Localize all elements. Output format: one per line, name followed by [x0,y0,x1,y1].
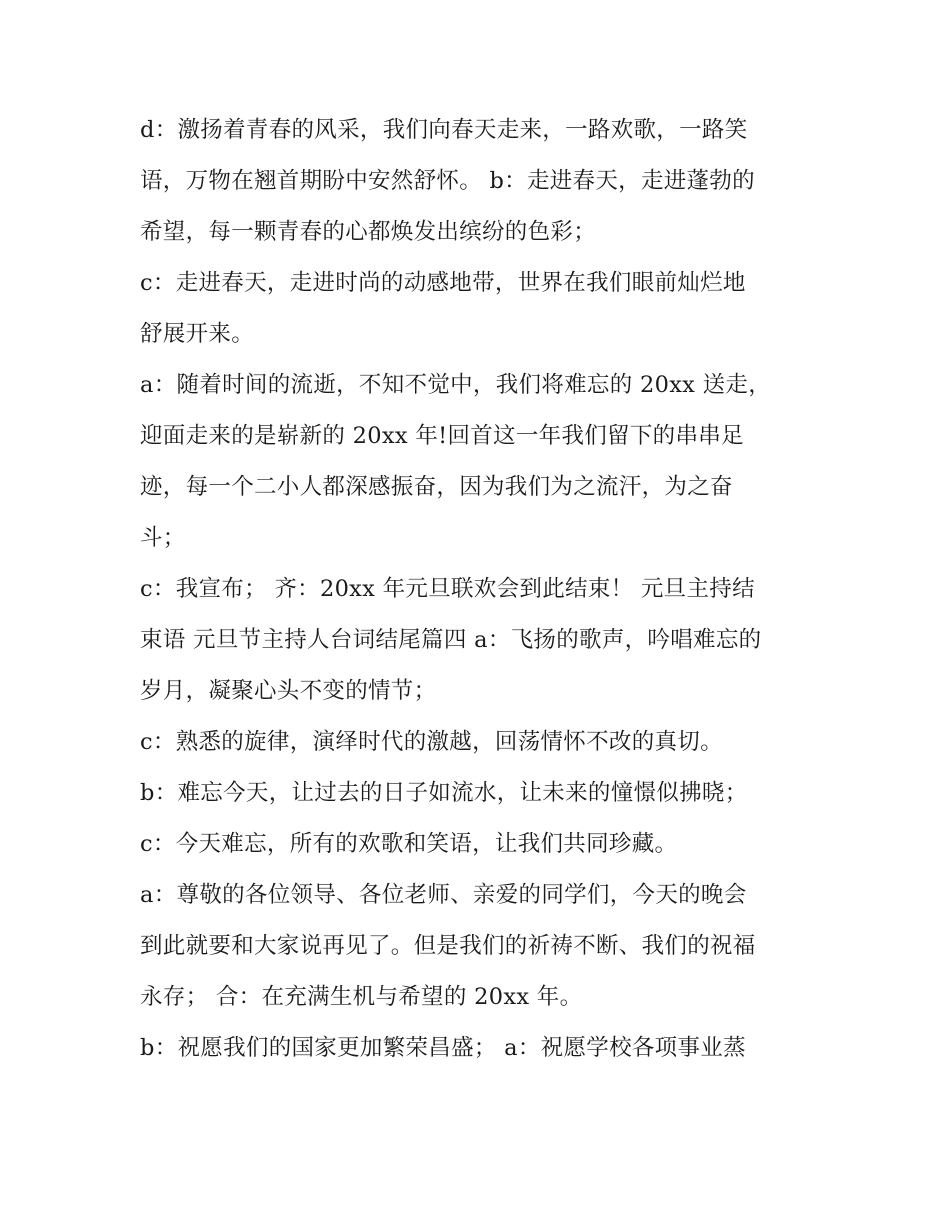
text-line: c：今天难忘，所有的欢歌和笑语，让我们共同珍藏。 [140,831,678,857]
text-line: 语，万物在翘首期盼中安然舒怀。 b：走进春天，走进蓬勃的 [140,168,755,194]
text-line: 斗； [140,525,186,551]
text-line: 迹，每一个二小人都深感振奋，因为我们为之流汗，为之奋 [140,474,733,500]
text-line: d：激扬着青春的风采，我们向春天走来，一路欢歌，一路笑 [140,117,748,143]
text-line: 到此就要和大家说再见了。但是我们的祈祷不断、我们的祝福 [140,933,756,959]
text-line: 迎面走来的是崭新的 20xx 年!回首这一年我们留下的串串足 [140,423,744,449]
text-line: b：难忘今天，让过去的日子如流水，让未来的憧憬似拂晓； [140,780,748,806]
text-line: c：我宣布； 齐：20xx 年元旦联欢会到此结束！ 元旦主持结 [140,576,755,602]
text-line: b：祝愿我们的国家更加繁荣昌盛； a：祝愿学校各项事业蒸 [140,1035,746,1061]
text-line: 岁月，凝聚心头不变的情节； [140,678,437,704]
text-line: 永存； 合：在充满生机与希望的 20xx 年。 [140,984,583,1010]
text-line: a：尊敬的各位领导、各位老师、亲爱的同学们，今天的晚会 [140,882,747,908]
text-line: 束语 元旦节主持人台词结尾篇四 a：飞扬的歌声，吟唱难忘的 [140,627,762,653]
text-line: 舒展开来。 [140,321,255,347]
text-line: a：随着时间的流逝，不知不觉中，我们将难忘的 20xx 送走， [140,372,772,398]
text-line: 希望，每一颗青春的心都焕发出缤纷的色彩； [140,219,597,245]
document-body [140,105,820,1074]
text-line: c：走进春天，走进时尚的动感地带，世界在我们眼前灿烂地 [140,270,746,296]
text-line: c：熟悉的旋律，演绎时代的激越，回荡情怀不改的真切。 [140,729,723,755]
